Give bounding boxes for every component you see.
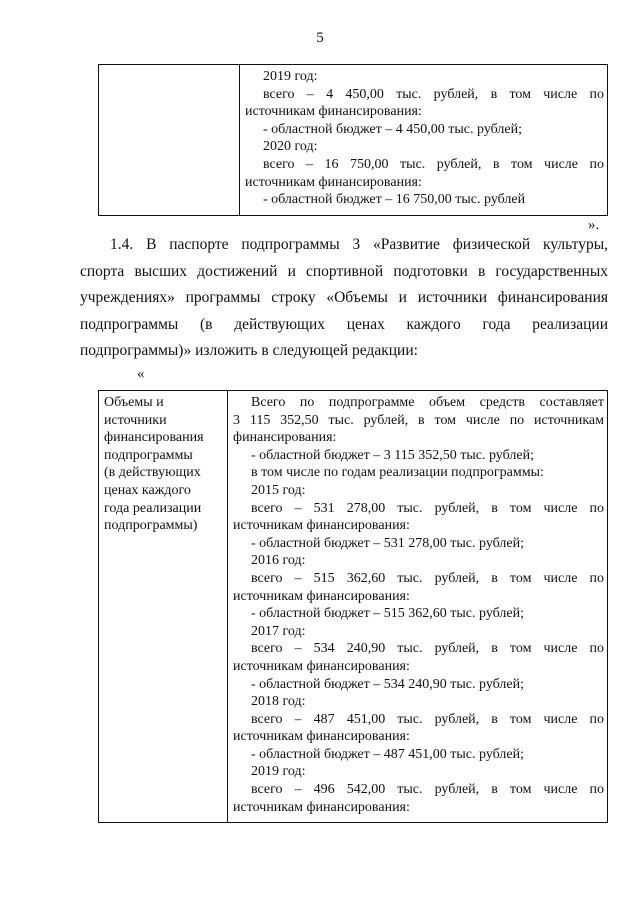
total-line: всего – 487 451,00 тыс. рублей, в том числе по [251, 711, 604, 727]
table-fragment-continued [98, 64, 608, 216]
table-cell-funding-details [228, 391, 608, 823]
amendment-paragraph [80, 232, 608, 365]
source-line: источникам финансирования: [233, 729, 410, 745]
budget-line: - областной бюджет – 3 115 352,50 тыс. рублей; [251, 447, 534, 463]
paragraph-line: подпрограммы)» изложить в следующей редакции: [80, 342, 418, 360]
label-line: Объемы и [104, 395, 164, 410]
label-line: подпрограммы) [104, 518, 198, 534]
source-line: источникам финансирования: [233, 518, 410, 534]
year-line: 2019 год: [251, 764, 306, 780]
year-line: 2018 год: [251, 694, 306, 710]
total-summary-line: Всего по подпрограмме объем средств составляет [251, 395, 604, 410]
source-line: источникам финансирования: [233, 588, 410, 604]
total-summary-line: 3 115 352,50 тыс. рублей, в том числе по источникам [233, 412, 604, 428]
table-row [99, 65, 608, 216]
year-line: 2016 год: [251, 553, 306, 569]
total-line: всего – 496 542,00 тыс. рублей, в том числе по [251, 782, 604, 798]
total-line: всего – 531 278,00 тыс. рублей, в том числе по [251, 500, 604, 516]
funding-table [98, 390, 608, 823]
label-line: источники [104, 412, 167, 428]
budget-line: - областной бюджет – 487 451,00 тыс. рублей; [251, 746, 524, 762]
label-line: ценах каждого [104, 482, 191, 498]
budget-line: - областной бюджет – 531 278,00 тыс. рублей; [251, 535, 524, 551]
table-cell-funding-details [240, 65, 608, 216]
opening-quote: « [137, 366, 145, 382]
by-year-line: в том числе по годам реализации подпрограммы: [251, 465, 544, 481]
total-line: всего – 4 450,00 тыс. рублей, в том числе по [263, 86, 604, 102]
paragraph-line: подпрограммы (в действующих ценах каждого года реализации [80, 315, 608, 333]
page-number: 5 [316, 30, 324, 46]
label-line: подпрограммы [104, 447, 193, 463]
label-line: финансирования [104, 430, 204, 446]
table-row [99, 391, 608, 823]
closing-quote: ». [588, 217, 600, 233]
year-line: 2019 год: [263, 69, 318, 84]
budget-line: - областной бюджет – 4 450,00 тыс. рублей; [263, 121, 522, 137]
label-line: года реализации [104, 500, 202, 516]
source-line: источникам финансирования: [233, 799, 410, 815]
table-cell-label [99, 391, 228, 823]
paragraph-line: 1.4. В паспорте подпрограммы 3 «Развитие физической культуры, [110, 236, 608, 253]
total-line: всего – 534 240,90 тыс. рублей, в том числе по [251, 641, 604, 657]
paragraph-line: учреждениях» программы строку «Объемы и источники финансирования [80, 289, 608, 307]
paragraph-line: спорта высших достижений и спортивной подготовки в государственных [80, 262, 608, 280]
source-line: источникам финансирования: [245, 104, 422, 120]
total-line: всего – 515 362,60 тыс. рублей, в том числе по [251, 570, 604, 586]
budget-line: - областной бюджет – 515 362,60 тыс. рублей; [251, 606, 524, 622]
total-line: всего – 16 750,00 тыс. рублей, в том числе по [263, 156, 604, 172]
table-cell-label-empty [99, 65, 240, 216]
budget-line: - областной бюджет – 534 240,90 тыс. рублей; [251, 676, 524, 692]
source-line: источникам финансирования: [245, 174, 422, 190]
source-line: финансирования: [233, 430, 337, 446]
source-line: источникам финансирования: [233, 658, 410, 674]
year-line: 2015 год: [251, 482, 306, 498]
year-line: 2020 год: [263, 139, 318, 155]
year-line: 2017 год: [251, 623, 306, 639]
budget-line: - областной бюджет – 16 750,00 тыс. рублей [263, 192, 526, 208]
label-line: (в действующих [104, 465, 201, 481]
